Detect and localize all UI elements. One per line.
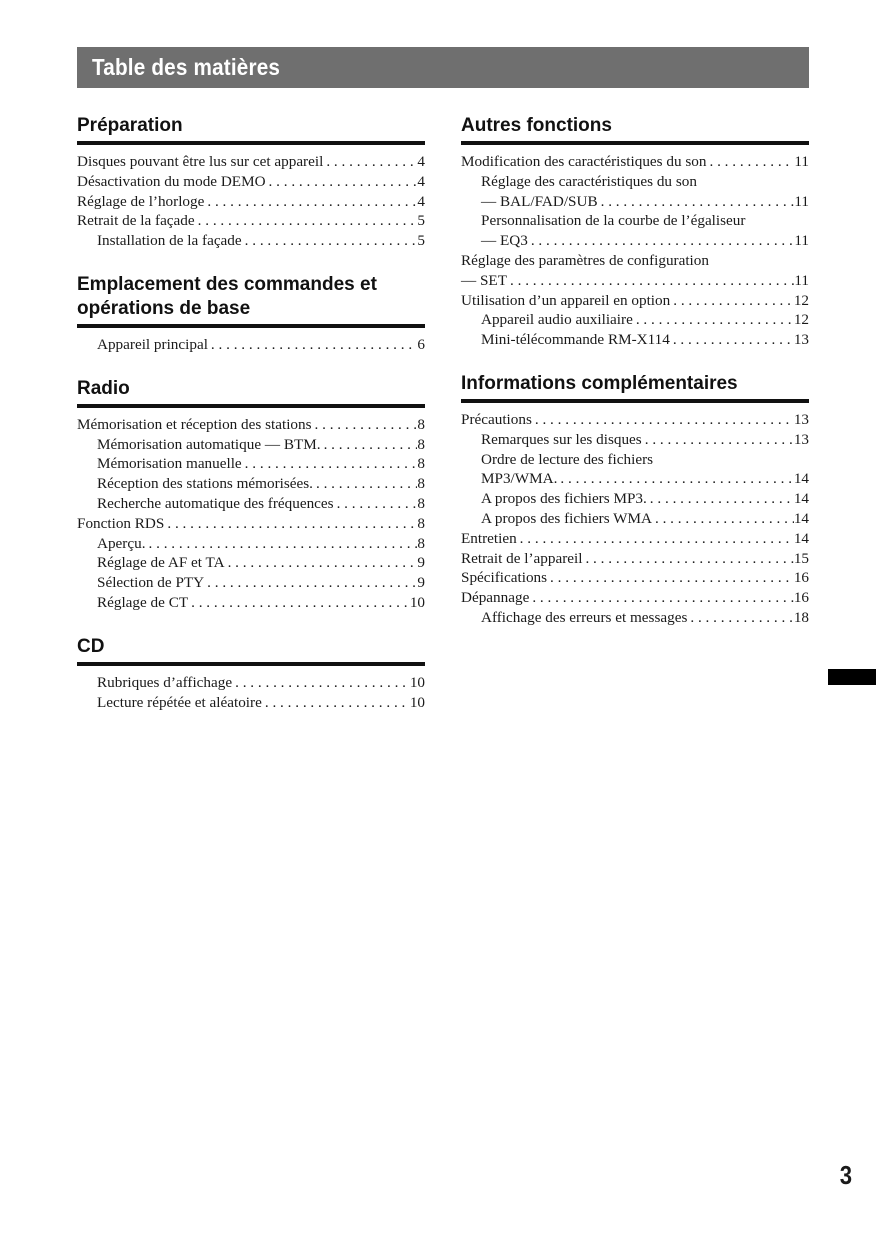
toc-entry[interactable] xyxy=(77,534,425,554)
section-title: CD xyxy=(77,635,425,666)
right-column xyxy=(461,114,809,650)
toc-entry-label: Réglage des paramètres de configuration xyxy=(461,251,709,269)
dot-leader xyxy=(687,608,793,628)
dot-leader xyxy=(557,469,793,489)
section-title: Informations complémentaires xyxy=(461,372,809,403)
toc-entry[interactable] xyxy=(461,172,809,192)
toc-entry-page: 9 xyxy=(417,554,425,572)
toc-entry-page: 5 xyxy=(417,212,425,230)
dot-leader xyxy=(532,410,794,430)
toc-entry-label: Réglage de AF et TA xyxy=(97,554,225,572)
toc-section xyxy=(77,635,425,713)
toc-entry[interactable] xyxy=(77,673,425,693)
toc-entry-label: Aperçu. xyxy=(97,534,146,552)
toc-entry[interactable] xyxy=(77,152,425,172)
dot-leader xyxy=(262,693,410,713)
toc-entry-label: Mémorisation automatique — BTM. xyxy=(97,435,321,453)
toc-section xyxy=(77,273,425,355)
toc-entry[interactable] xyxy=(461,330,809,350)
toc-entry-label: Sélection de PTY xyxy=(97,574,205,592)
dot-leader xyxy=(146,534,418,554)
toc-entry-page: 18 xyxy=(793,608,809,626)
title-bar xyxy=(77,47,809,88)
dot-leader xyxy=(334,494,418,514)
dot-leader xyxy=(266,172,418,192)
toc-entry[interactable] xyxy=(77,514,425,534)
toc-entry-page: 9 xyxy=(417,574,425,592)
dot-leader xyxy=(642,430,794,450)
toc-entry[interactable] xyxy=(461,608,809,628)
toc-entry-label: Recherche automatique des fréquences xyxy=(97,494,334,512)
toc-entry-page: 16 xyxy=(793,569,809,587)
toc-entry[interactable] xyxy=(77,231,425,251)
toc-entry[interactable] xyxy=(77,573,425,593)
toc-entry-page: 8 xyxy=(417,534,425,552)
toc-entry[interactable] xyxy=(461,430,809,450)
toc-entry-page: 5 xyxy=(417,232,425,250)
toc-entry[interactable] xyxy=(77,335,425,355)
toc-entry-label: Réglage de CT xyxy=(97,593,189,611)
toc-entry-list xyxy=(77,152,425,251)
toc-entry[interactable] xyxy=(77,494,425,514)
dot-leader xyxy=(670,291,794,311)
dot-leader xyxy=(547,568,794,588)
toc-entry[interactable] xyxy=(461,549,809,569)
toc-entry-label: Personnalisation de la courbe de l’égaliseur xyxy=(481,212,746,230)
toc-entry-label: — SET xyxy=(461,271,507,289)
toc-entry-label: Fonction RDS xyxy=(77,514,165,532)
toc-entry-page: 8 xyxy=(417,494,425,512)
toc-entry-page: 11 xyxy=(794,153,809,170)
toc-entry-page: 4 xyxy=(417,192,425,210)
section-title: Préparation xyxy=(77,114,425,145)
dot-leader xyxy=(195,211,418,231)
section-title: Radio xyxy=(77,377,425,408)
dot-leader xyxy=(323,152,417,172)
toc-entry[interactable] xyxy=(77,192,425,212)
toc-entry-page: 14 xyxy=(793,490,809,508)
toc-section xyxy=(77,114,425,251)
side-tab-marker xyxy=(828,669,876,685)
toc-entry-label: Installation de la façade xyxy=(97,232,242,250)
toc-entry-page: 6 xyxy=(417,335,425,353)
toc-entry-page: 13 xyxy=(793,430,809,448)
toc-entry-page: 8 xyxy=(417,435,425,453)
toc-entry-page: 10 xyxy=(409,593,425,611)
toc-entry-label: Remarques sur les disques xyxy=(481,430,642,448)
toc-entry-list xyxy=(77,673,425,713)
toc-entry-label: Appareil audio auxiliaire xyxy=(481,311,633,329)
toc-entry[interactable] xyxy=(77,435,425,455)
toc-entry-label: Spécifications xyxy=(461,569,548,587)
toc-entry[interactable] xyxy=(461,588,809,608)
toc-entry-page: 8 xyxy=(417,415,425,433)
toc-entry[interactable] xyxy=(461,450,809,470)
dot-leader xyxy=(528,231,795,251)
dot-leader xyxy=(313,474,417,494)
dot-leader xyxy=(652,509,794,529)
page-number: 3 xyxy=(839,1160,852,1190)
section-title: Autres fonctions xyxy=(461,114,809,145)
toc-entry-label: Ordre de lecture des fichiers xyxy=(481,450,654,468)
dot-leader xyxy=(232,673,410,693)
toc-entry[interactable] xyxy=(461,509,809,529)
dot-leader xyxy=(242,231,418,251)
toc-entry-label: Dépannage xyxy=(461,589,530,607)
toc-entry[interactable] xyxy=(77,415,425,435)
toc-entry-label: Réglage de l’horloge xyxy=(77,192,205,210)
toc-entry-page: 13 xyxy=(793,331,809,349)
toc-entry[interactable] xyxy=(461,568,809,588)
toc-entry-page: 8 xyxy=(417,475,425,493)
toc-entry-label: Retrait de l’appareil xyxy=(461,549,583,567)
toc-entry-label: Mémorisation et réception des stations xyxy=(77,415,312,433)
toc-entry-page: 15 xyxy=(793,549,809,567)
toc-entry-label: MP3/WMA. xyxy=(481,470,558,488)
toc-entry[interactable] xyxy=(461,529,809,549)
toc-entry-label: A propos des fichiers MP3. xyxy=(481,490,647,508)
toc-entry-label: A propos des fichiers WMA xyxy=(481,509,652,527)
toc-entry-page: 12 xyxy=(793,291,809,309)
toc-entry-list xyxy=(461,152,809,350)
toc-entry-label: Retrait de la façade xyxy=(77,212,195,230)
toc-entry-page: 4 xyxy=(417,153,425,170)
toc-entry-page: 10 xyxy=(409,673,425,691)
toc-entry-label: — EQ3 xyxy=(481,232,528,250)
toc-entry[interactable] xyxy=(461,310,809,330)
dot-leader xyxy=(670,330,794,350)
toc-entry-label: — BAL/FAD/SUB xyxy=(481,192,598,210)
dot-leader xyxy=(598,192,795,212)
toc-section xyxy=(77,377,425,613)
toc-entry-label: Mini-télécommande RM-X114 xyxy=(481,331,670,349)
toc-entry-page: 8 xyxy=(417,455,425,473)
toc-entry[interactable] xyxy=(461,410,809,430)
toc-entry-page: 11 xyxy=(794,271,809,289)
toc-entry[interactable] xyxy=(461,231,809,251)
toc-entry-label: Réception des stations mémorisées. xyxy=(97,475,313,493)
dot-leader xyxy=(242,454,418,474)
toc-entry-label: Modification des caractéristiques du son xyxy=(461,153,707,170)
toc-entry-label: Entretien xyxy=(461,529,517,547)
toc-entry-label: Appareil principal xyxy=(97,335,208,353)
dot-leader xyxy=(633,310,794,330)
dot-leader xyxy=(225,553,418,573)
toc-entry-list xyxy=(77,335,425,355)
toc-entry-page: 14 xyxy=(793,509,809,527)
toc-entry[interactable] xyxy=(461,271,809,291)
toc-entry[interactable] xyxy=(461,211,809,231)
toc-entry-label: Utilisation d’un appareil en option xyxy=(461,291,671,309)
toc-entry[interactable] xyxy=(77,593,425,613)
dot-leader xyxy=(321,435,418,455)
toc-entry-label: Réglage des caractéristiques du son xyxy=(481,172,697,190)
toc-entry-label: Mémorisation manuelle xyxy=(97,455,242,473)
toc-entry[interactable] xyxy=(461,152,809,172)
toc-entry[interactable] xyxy=(77,553,425,573)
toc-entry[interactable] xyxy=(461,469,809,489)
toc-entry-page: 12 xyxy=(793,311,809,329)
dot-leader xyxy=(529,588,794,608)
toc-entry-list xyxy=(77,415,425,613)
toc-entry[interactable] xyxy=(461,291,809,311)
toc-entry-page: 4 xyxy=(417,172,425,190)
toc-entry-page: 10 xyxy=(409,693,425,711)
toc-entry-label: Rubriques d’affichage xyxy=(97,673,233,691)
toc-section xyxy=(461,114,809,350)
dot-leader xyxy=(647,489,794,509)
toc-entry-page: 8 xyxy=(417,514,425,532)
toc-entry-list xyxy=(461,410,809,628)
toc-entry-label: Désactivation du mode DEMO xyxy=(77,172,266,190)
toc-entry-page: 16 xyxy=(793,589,809,607)
dot-leader xyxy=(208,335,417,355)
dot-leader xyxy=(204,192,417,212)
dot-leader xyxy=(164,514,417,534)
dot-leader xyxy=(188,593,410,613)
page-title: Table des matières xyxy=(92,54,281,80)
toc-entry-page: 13 xyxy=(793,410,809,428)
toc-entry[interactable] xyxy=(77,693,425,713)
toc-entry[interactable] xyxy=(461,251,809,271)
toc-entry[interactable] xyxy=(77,172,425,192)
dot-leader xyxy=(582,549,793,569)
toc-entry[interactable] xyxy=(461,489,809,509)
toc-entry-page: 11 xyxy=(794,192,809,210)
dot-leader xyxy=(517,529,794,549)
left-column xyxy=(77,114,425,734)
dot-leader xyxy=(312,415,418,435)
toc-section xyxy=(461,372,809,628)
toc-entry-page: 11 xyxy=(794,232,809,250)
section-title: Emplacement des commandes et opérations de base xyxy=(77,273,425,328)
toc-entry-label: Affichage des erreurs et messages xyxy=(481,608,688,626)
toc-entry[interactable] xyxy=(77,454,425,474)
dot-leader xyxy=(706,152,794,172)
dot-leader xyxy=(507,271,794,291)
toc-entry-label: Lecture répétée et aléatoire xyxy=(97,693,262,711)
toc-entry-label: Disques pouvant être lus sur cet appareil xyxy=(77,153,324,170)
toc-entry[interactable] xyxy=(77,474,425,494)
toc-entry-label: Précautions xyxy=(461,410,532,428)
toc-entry[interactable] xyxy=(461,192,809,212)
dot-leader xyxy=(204,573,417,593)
toc-entry-page: 14 xyxy=(793,529,809,547)
toc-entry[interactable] xyxy=(77,211,425,231)
toc-entry-page: 14 xyxy=(793,470,809,488)
